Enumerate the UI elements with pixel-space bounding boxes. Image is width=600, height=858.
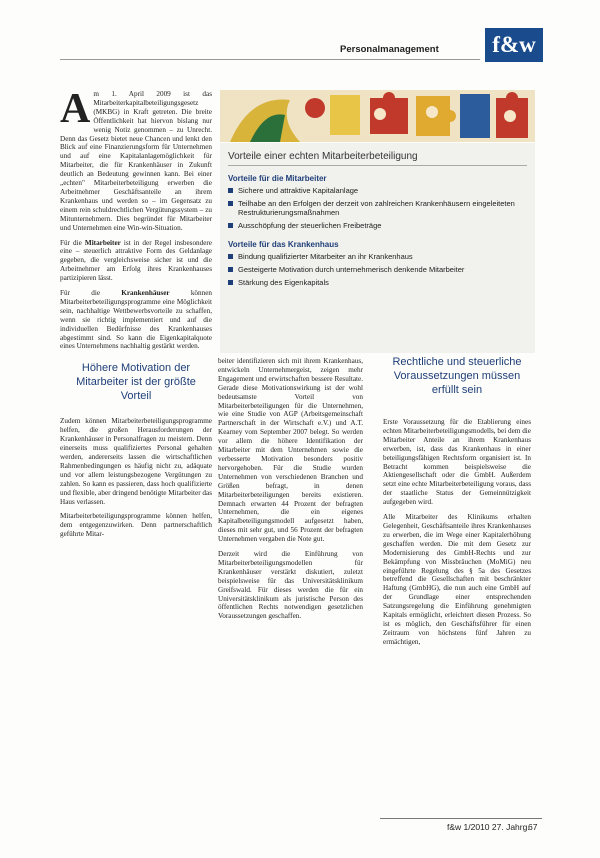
benefits-box (220, 143, 535, 353)
paragraph-personal: Zudem können Mitarbeiterbeteiligungsprogramme helfen, die großen Herausforderungen der Krankenhäuser in Personalfragen zu meistern. Denn einerseits muss qualifiziertes Personal gehalten werden, andererseits lassen die wirtschaftlichen Rahmenbedingungen es häufig nicht zu, adäquate und vor allem leistungsbezogene Vergütungen zu zahlen. So kann es passieren, dass hoch qualifizierte und flexible, aber dringend benötigte Mitarbeiter das Haus verlassen. (60, 417, 212, 506)
box-section-title-employees: Vorteile für die Mitarbeiter (228, 174, 327, 183)
intro-paragraph (60, 86, 212, 233)
paragraph-legal-form: Erste Voraussetzung für die Etablierung eines echten Mitarbeiterbeteiligungsmodells, bei dem die Mitarbeiter Anteile an ihrem Krankenhaus erwerben, ist, dass das Krankenhaus in einer beteiligungsfähigen Rechtsform organisiert ist. In Betracht kommen beispielsweise die Aktiengesellschaft oder die GmbH. Außerdem setzt eine echte Mitarbeiterbeteiligung voraus, dass der staatliche Status der Gemeinnützigkeit aufgegeben wird. (383, 418, 531, 507)
employee-benefits-list (228, 186, 527, 230)
list-item: Stärkung des Eigenkapitals (228, 278, 527, 288)
list-item: Sichere und attraktive Kapitalanlage (228, 186, 527, 196)
puzzle-illustration (220, 90, 535, 142)
intro-text: m 1. April 2009 ist das Mitarbeiterkapitalbeteiligungsgesetz (MKBG) in Kraft getreten. Die breite Öffentlichkeit hat hiervon bislang nur wenig Notiz genommen – zu Unrecht. Denn das Gesetz bietet neue Chancen und lenkt den Blick auf eine Finanzierungsform für Unternehmen und auf eine Kapitalanlagemöglichkeit für Mitarbeiter, die für Krankenhäuser in Zukunft deutlich an Bedeutung gewinnen kann. Bei einer „echten" Mitarbeiterbeteiligung erwerben die Arbeitnehmer Geschäftsanteile an ihrem Krankenhaus und werden so – im Gegensatz zu einem rein schuldrechtlichen Vergütungssystem – zu Mitunternehmern. Dies begründet für Mitarbeiter und Unternehmen eine Win-win-Situation. (60, 90, 212, 232)
box-title: Vorteile einer echten Mitarbeiterbeteiligung (228, 151, 418, 162)
para-text: ist in der Regel insbesondere eine – steuerlich attraktive Form des Geldanlage gegeben, die vergleichsweise sicher ist und die Arbeitnehmer am Erfolg ihres Krankenhauses partizipieren lässt. (60, 238, 212, 283)
subheading-motivation: Höhere Motivation der Mitarbeiter ist der größte Vorteil (76, 362, 196, 403)
list-item: Bindung qualifizierter Mitarbeiter an ihr Krankenhaus (228, 252, 527, 262)
list-item: Ausschöpfung der steuerlichen Freibeträge (228, 221, 527, 231)
fw-logo: f&w (485, 28, 543, 62)
article-column-1 (60, 86, 212, 545)
footer-rule (380, 818, 542, 819)
section-title: Personalmanagement (340, 44, 439, 55)
subheading-legal: Rechtliche und steuerliche Voraussetzungen müssen erfüllt sein (392, 356, 522, 396)
paragraph-capital: Alle Mitarbeiter des Klinikums erhalten Gelegenheit, Geschäftsanteile ihres Krankenhauses zu erwerben, die im Wege einer Kapitalerhöhung geschaffen werden. Die mit dem Gesetz zur Modernisierung des GmbH-Rechts und zur Bekämpfung von Missbräuchen (MoMiG) neu eingeführte Regelung des § 5a des Gesetzes betreffend die Gesellschaften mit beschränkter Haftung (GmbHG), die nun auch eine GmbH auf der Grundlage einer entsprechenden Satzungsregelung die Einführung genehmigten Kapitals ermöglicht, erleichtert diesen Prozess. So ist es möglich, den Geschäftsführer für einen Zeitraum von höchstens fünf Jahren zu ermächtigen, (383, 513, 531, 646)
paragraph-study: beiter identifizieren sich mit ihrem Krankenhaus, entwickeln Unternehmergeist, zeigen mehr Engagement und erwirtschaften bessere Resultate. Gerade diese Motivationswirkung ist der wohl bedeutsamste Vorteil von Mitarbeiterbeteiligungen für die Unternehmen, wie eine Studie von AGP (Arbeitsgemeinschaft Partnerschaft in der Wirtschaft e.V.) und A.T. Kearney vom September 2007 belegt. So werden vor allem die höhere Identifikation der Mitarbeiter mit dem Unternehmen sowie die verbesserte Motivation besonders positiv hervorgehoben. Für die Studie wurden Unternehmen von verschiedenen Branchen und Größen befragt, in denen Mitarbeiterbeteiligungen bereits existieren. Demnach erwarten 44 Prozent der befragten Unternehmen, die ein eigenes Kapitalbeteiligungsmodell aufgesetzt haben, dieses mit sehr gut, und 56 Prozent der befragten Unternehmen vergaben die Note gut. (218, 357, 363, 544)
paragraph-greifswald: Derzeit wird die Einführung von Mitarbeiterbeteiligungsmodellen für Krankenhäuser verstärkt diskutiert, zuletzt beispielsweise für das Universitätsklinikum Greifswald. Für dieses werden die für ein Universitätsklinikum als juristische Person des öffentlichen Rechts notwendigen gesetzlichen Voraussetzungen geschaffen. (218, 550, 363, 621)
issue-info: f&w 1/2010 27. Jahrg. (447, 822, 530, 832)
list-item: Teilhabe an den Erfolgen der derzeit von zahlreichen Krankenhäusern eingeleiteten Restrukturierungsmaßnahmen (228, 199, 527, 218)
article-column-2 (218, 357, 363, 627)
para-prefix: Für die (60, 289, 122, 298)
para-keyword: Mitarbeiter (84, 238, 121, 247)
drop-cap: A (60, 86, 91, 132)
para-keyword: Krankenhäuser (121, 289, 170, 298)
hospital-benefits-list (228, 252, 527, 287)
box-divider (228, 165, 527, 166)
paragraph-krankenhaeuser (60, 289, 212, 351)
header-rule (60, 59, 480, 60)
box-section-title-hospital: Vorteile für das Krankenhaus (228, 240, 339, 250)
article-column-3 (383, 418, 531, 653)
list-item: Gesteigerte Motivation durch unternehmerisch denkende Mitarbeiter (228, 265, 527, 275)
paragraph-programme: Mitarbeiterbeteiligungsprogramme können helfen, dem entgegenzuwirken. Denn partnerschaftlich geführte Mitar- (60, 512, 212, 539)
para-prefix: Für die (60, 238, 85, 247)
page-number: 67 (528, 822, 538, 832)
paragraph-mitarbeiter (60, 239, 212, 284)
para-text: können Mitarbeiterbeteiligungsprogramme eine Möglichkeit sein, nachhaltige Wettbewerbsvorteile zu schaffen, wenn sie richtig implementiert und auf die individuellen Bedürfnisse des Krankenhauses abgestimmt sind. So kann die Eigenkapitalquote eines Unternehmens nachhaltig gestärkt werden. (60, 289, 212, 351)
